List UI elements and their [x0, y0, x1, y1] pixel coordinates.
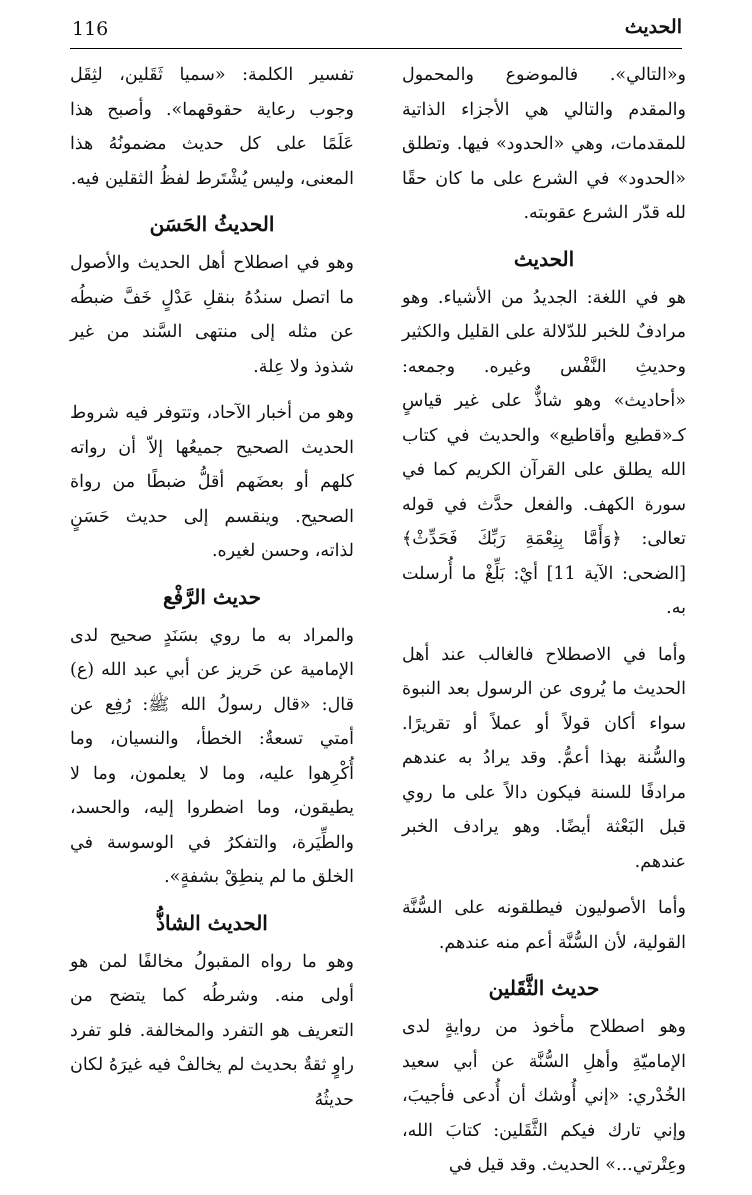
running-header: [70, 14, 682, 49]
entry-heading-hadith: الحديث: [513, 246, 575, 271]
paragraph: تفسير الكلمة: «سميا ثَقَلين، لثِقَل وجوب رعاية حقوقهما». وأصبح هذا عَلَمًا على كل حديث مضمونُهُ هذا المعنى، وليس يُشْتَرط لفظُ الثقلين فيه.: [70, 65, 354, 189]
left-column: [70, 58, 354, 1129]
paragraph: وهو من أخبار الآحاد، وتتوفر فيه شروط الحديث الصحيح جميعُها إلاّ أن رواته كلهم أو بعضَهم أقلُّ ضبطًا من رواة الصحيح. وينقسم إلى حديث حَسَنٍ لذاته، وحسن لغيره.: [70, 403, 354, 561]
paragraph: وأما في الاصطلاح فالغالب عند أهل الحديث ما يُروى عن الرسول بعد النبوة سواء أكان قولاً أو عملاً أو تقريرًا. والسُّنة بهذا أعمُّ. وقد يرادُ به عندهم مرادفًا للسنة فيكون دالاً على ما روي قبل البَعْثة أيضًا. وهو يرادف الخبر عندهم.: [402, 644, 686, 872]
entry-heading-thaqalayn: حديث الثَّقَلين: [488, 976, 600, 1000]
paragraph: والمراد به ما روي بسَنَدٍ صحيح لدى الإمامية عن حَريز عن أبي عبد الله (ع) قال: «قال رسولُ الله ﷺ: رُفِع عن أمتي تسعةٌ: الخطأ، والنسيان، وما أُكْرِهوا عليه، وما لا يعلمون، وما لا يطيقون، وما اضطروا إليه، والحسد، والطِّيَرة، والتفكرُ في الوسوسة في الخلق ما لم ينطِقْ بشفةٍ».: [70, 625, 354, 887]
paragraph: هو في اللغة: الجديدُ من الأشياء. وهو مرادفٌ للخبر للدّلالة على القليل والكثير وحديثِ النَّفْس وغيره. وجمعه: «أحاديث» وهو شاذٌّ على غير قياسٍ كـ«قطيع وأقاطيع» والحديث في كتاب الله يطلق على القرآن الكريم كما في سورة الكهف. والفعل حدَّث في قوله تعالى: ﴿وَأَمَّا بِنِعْمَةِ رَبِّكَ فَحَدِّثْ﴾ [الضحى: الآية 11] أيْ: بَلِّغْ ما أُرسلت به.: [402, 287, 686, 618]
paragraph: وهو في اصطلاح أهل الحديث والأصول ما اتصل سندُهُ بنقلِ عَدْلٍ خَفَّ ضبطُه عن مثله إلى منتهى السَّند من غير شذوذ ولا عِلة.: [70, 253, 354, 377]
right-column: [402, 58, 686, 1195]
paragraph: و«التالي». فالموضوع والمحمول والمقدم والتالي هي الأجزاء الذاتية للمقدمات، وهي «الحدود» فيها. وتطلق «الحدود» في الشرع على ما كان حقًا لله قدّر الشرع عقوبته.: [402, 65, 686, 223]
entry-heading-hasan: الحديثُ الحَسَن: [149, 212, 275, 236]
entry-heading-shadh: الحديث الشاذُّ: [156, 910, 268, 935]
paragraph: وأما الأصوليون فيطلقونه على السُّنَّة القولية، لأن السُّنَّة أعم منه عندهم.: [402, 898, 686, 953]
entry-heading-raf: حديث الرَّفْع: [163, 584, 261, 609]
running-title: الحديث: [624, 16, 682, 38]
paragraph: وهو اصطلاح مأخوذ من روايةٍ لدى الإماميّةِ وأهلِ السُّنَّة عن أبي سعيد الخُدْري: «إني أُوشك أن أُدعى فأجيبَ، وإني تارك فيكم الثَّقَلين: كتابَ الله، وعِتْرتي...» الحديث. وقد قيل في: [402, 1017, 686, 1175]
page-number: 116: [72, 18, 109, 40]
paragraph: وهو ما رواه المقبولُ مخالفًا لمن هو أولى منه. وشرطُه كما يتضح من التعريف هو التفرد والمخالفة. فلو تفرد راوٍ ثقةٌ بحديث لم يخالفْ فيه غيرَهُ لكان حديثُهُ: [70, 951, 354, 1110]
